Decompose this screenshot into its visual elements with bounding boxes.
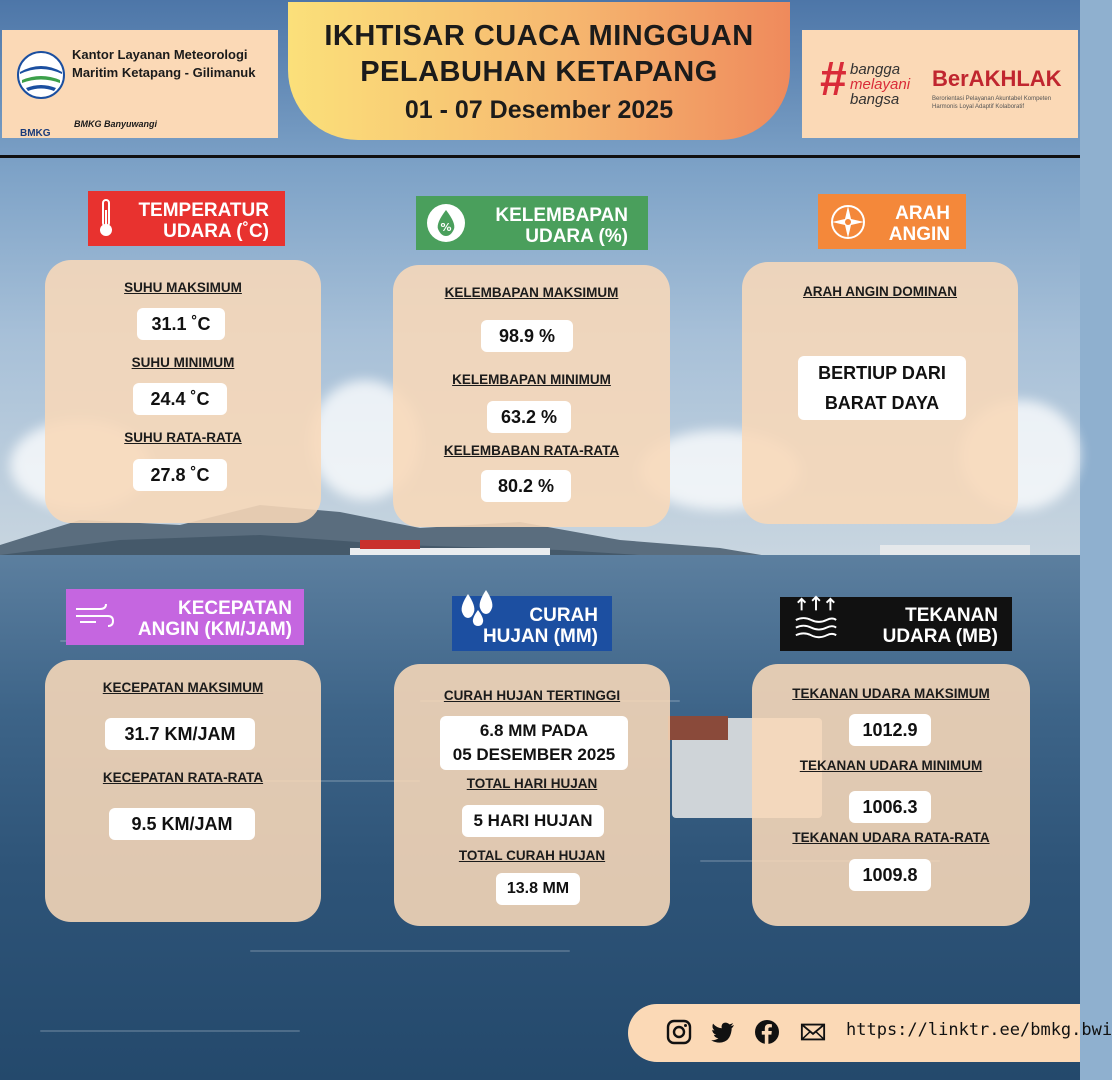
humidity-max-value: 98.9 % xyxy=(481,320,573,352)
pressure-label-line2: UDARA (MB) xyxy=(882,626,998,647)
temperature-label xyxy=(88,191,285,246)
berakhlak-tagline: Berorientasi Pelayanan Akuntabel Kompeten Harmonis Loyal Adaptif Kolaboratif xyxy=(932,96,1052,110)
org-name: Kantor Layanan Meteorologi Maritim Ketapang - Gilimanuk xyxy=(72,47,256,80)
temperature-avg-label: SUHU RATA-RATA xyxy=(124,430,242,445)
wind-speed-avg-label: KECEPATAN RATA-RATA xyxy=(102,770,264,785)
bangga-melayani-hash: # xyxy=(820,53,847,106)
rainfall-days-value: 5 HARI HUJAN xyxy=(462,805,604,837)
wind-direction-value-line1: BERTIUP DARI xyxy=(818,363,946,383)
pressure-label xyxy=(780,597,1012,651)
wind-speed-label-line1: KECEPATAN xyxy=(178,598,292,619)
berakhlak-logo: BerAKHLAK xyxy=(932,66,1062,91)
rainfall-top-value-line2: 05 DESEMBER 2025 xyxy=(452,745,616,764)
temperature-avg-value: 27.8 ˚C xyxy=(133,459,227,491)
wind-direction-label-line1: ARAH xyxy=(895,203,950,224)
wind-speed-avg-value: 9.5 KM/JAM xyxy=(109,808,255,840)
temperature-card xyxy=(45,260,321,523)
brand-word-3: bangsa xyxy=(850,91,900,108)
rainfall-days-label: TOTAL HARI HUJAN xyxy=(466,776,598,791)
wind-direction-card xyxy=(742,262,1018,524)
temperature-max-value: 31.1 ˚C xyxy=(137,308,225,340)
org-logo-box xyxy=(2,30,278,138)
humidity-avg-label: KELEMBABAN RATA-RATA xyxy=(443,443,620,458)
temperature-max-label: SUHU MAKSIMUM xyxy=(124,280,242,295)
wind-speed-max-label: KECEPATAN MAKSIMUM xyxy=(102,680,264,695)
rainfall-total-value: 13.8 MM xyxy=(496,873,580,905)
rainfall-card xyxy=(394,664,670,926)
humidity-max-label: KELEMBAPAN MAKSIMUM xyxy=(444,285,619,300)
pressure-max-value: 1012.9 xyxy=(849,714,931,746)
title-banner xyxy=(288,2,790,140)
wind-speed-card xyxy=(45,660,321,922)
footer-bar xyxy=(628,1004,1112,1062)
rainfall-label-line1: CURAH xyxy=(529,605,598,626)
pressure-avg-value: 1009.8 xyxy=(849,859,931,891)
humidity-drop-icon xyxy=(426,203,466,243)
brand-word-2: melayani xyxy=(850,76,911,93)
rainfall-top-value-line1: 6.8 MM PADA xyxy=(479,721,589,740)
wind-direction-value-line2: BARAT DAYA xyxy=(824,393,940,413)
wind-speed-label xyxy=(66,589,304,645)
temperature-label-line1: TEMPERATUR xyxy=(138,200,269,221)
wave xyxy=(40,1030,300,1032)
rainfall-top-label: CURAH HUJAN TERTINGGI xyxy=(443,688,621,703)
temperature-label-line2: UDARA (˚C) xyxy=(163,221,269,242)
bmkg-logo-icon xyxy=(16,50,66,100)
instagram-icon[interactable] xyxy=(666,1019,692,1045)
rainfall-top-value xyxy=(440,716,628,770)
temperature-min-value: 24.4 ˚C xyxy=(133,383,227,415)
humidity-label-line2: UDARA (%) xyxy=(525,226,628,247)
pressure-label-line1: TEKANAN xyxy=(905,605,998,626)
temperature-min-label: SUHU MINIMUM xyxy=(131,355,235,370)
rainfall-label-line2: HUJAN (MM) xyxy=(482,626,598,647)
humidity-label xyxy=(416,196,648,250)
page-title-line1: IKHTISAR CUACA MINGGUAN xyxy=(324,20,754,52)
rainfall-label xyxy=(452,596,612,651)
pressure-max-label: TEKANAN UDARA MAKSIMUM xyxy=(792,686,990,701)
pier-top xyxy=(668,716,728,740)
email-icon[interactable] xyxy=(800,1019,826,1045)
pressure-min-value: 1006.3 xyxy=(849,791,931,823)
pressure-min-label: TEKANAN UDARA MINIMUM xyxy=(799,758,983,773)
facebook-icon[interactable] xyxy=(754,1019,780,1045)
date-range: 01 - 07 Desember 2025 xyxy=(404,96,674,124)
humidity-min-value: 63.2 % xyxy=(487,401,571,433)
humidity-label-line1: KELEMBAPAN xyxy=(495,205,628,226)
pressure-avg-label: TEKANAN UDARA RATA-RATA xyxy=(792,830,990,845)
wave xyxy=(250,950,570,952)
pressure-card xyxy=(752,664,1030,926)
wind-speed-label-line2: ANGIN (KM/JAM) xyxy=(137,619,292,640)
wind-direction-dominant-label: ARAH ANGIN DOMINAN xyxy=(803,284,957,299)
pressure-icon xyxy=(792,591,840,647)
humidity-card xyxy=(393,265,670,527)
header-divider xyxy=(0,155,1080,158)
page-title-line2: PELABUHAN KETAPANG xyxy=(360,56,718,88)
wind-direction-label xyxy=(818,194,966,249)
linktree-link[interactable]: https://linktr.ee/bmkg.bwi xyxy=(846,1020,1112,1040)
bangga-melayani-bangsa-logo xyxy=(850,62,910,107)
brand-logos-box xyxy=(802,30,1078,138)
wind-speed-max-value: 31.7 KM/JAM xyxy=(105,718,255,750)
svg-text:%: % xyxy=(440,221,452,234)
bmkg-logo-text: BMKG xyxy=(20,128,51,139)
humidity-avg-value: 80.2 % xyxy=(481,470,571,502)
rainfall-total-label: TOTAL CURAH HUJAN xyxy=(458,848,606,863)
twitter-icon[interactable] xyxy=(710,1019,736,1045)
brand-word-1: bangga xyxy=(850,61,901,78)
wind-direction-dominant-value xyxy=(798,356,966,420)
thermometer-icon xyxy=(96,197,116,239)
rain-drops-icon xyxy=(456,588,506,628)
org-sub: BMKG Banyuwangi xyxy=(74,119,158,129)
compass-icon xyxy=(828,202,868,242)
humidity-min-label: KELEMBAPAN MINIMUM xyxy=(452,372,611,387)
wind-direction-label-line2: ANGIN xyxy=(888,224,950,245)
wind-icon xyxy=(74,601,114,631)
